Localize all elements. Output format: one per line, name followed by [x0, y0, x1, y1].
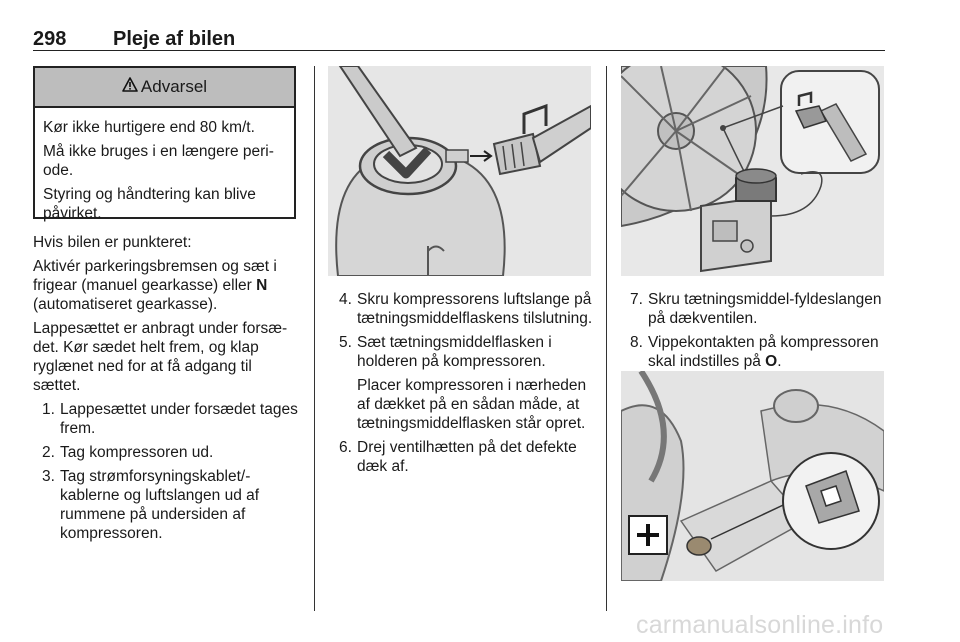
list-item: 6. Drej ventilhætten på det defekte dæk af. — [339, 439, 577, 475]
steps-list-3 — [621, 290, 891, 371]
column-1-text — [33, 233, 301, 548]
steps-list-1 — [33, 400, 301, 543]
header-rule — [33, 50, 885, 51]
illustration-hose-bottle — [328, 66, 591, 276]
list-item: 1. Lappesættet under forsædet tages frem. — [42, 401, 298, 437]
warning-title: Advarsel — [140, 77, 208, 96]
column-divider-1 — [314, 66, 315, 611]
illustration-tyre-compressor — [621, 66, 884, 276]
warning-line-2: Må ikke bruges i en længere periode. — [43, 143, 274, 179]
warning-triangle-icon — [122, 77, 138, 97]
para-kit-location: Lappesættet er anbragt under forsædet. Kør sædet helt frem, og klap ryglænet ned for at få adgang til sættet. — [33, 320, 288, 394]
illustration-compressor-switch — [621, 371, 884, 581]
page-number: 298 — [33, 28, 67, 50]
steps-list-2b — [330, 438, 600, 476]
step-5-note: Placer kompressoren i nærheden af dækket på en sådan måde, at tætningsmiddelflasken står opret. — [357, 377, 587, 432]
list-item: 5. Sæt tætningsmiddelflasken i holderen på kompressoren. — [339, 334, 552, 370]
para-parking-brake: Aktivér parkeringsbremsen og sæt i frigear (manuel gearkasse) eller N (automatiseret gearkasse). — [33, 258, 277, 313]
para-puncture: Hvis bilen er punkteret: — [33, 234, 192, 251]
warning-body — [35, 108, 294, 223]
column-3-text — [621, 290, 891, 376]
list-item: 3. Tag strømforsyningskablet/-kablerne og luftslangen ud af rummene på undersiden af kompressoren. — [42, 468, 260, 542]
list-item: 8. Vippekontakten på kompressoren skal indstilles på O. — [630, 334, 879, 370]
warning-box — [33, 66, 296, 222]
warning-line-1: Kør ikke hurtigere end 80 km/t. — [43, 119, 255, 136]
page-title: Pleje af bilen — [113, 28, 236, 50]
watermark: carmanualsonline.info — [636, 611, 884, 639]
list-item: 4. Skru kompressorens luftslange på tætningsmiddelflaskens tilslutning. — [339, 291, 593, 327]
list-item: 2. Tag kompressoren ud. — [42, 444, 214, 461]
column-2-text — [330, 290, 600, 481]
list-item: 7. Skru tætningsmiddel-fyldeslangen på dækventilen. — [630, 291, 882, 327]
warning-header — [35, 68, 294, 108]
steps-list-2 — [330, 290, 600, 371]
column-divider-2 — [606, 66, 607, 611]
warning-line-3: Styring og håndtering kan blive påvirket. — [43, 186, 256, 222]
